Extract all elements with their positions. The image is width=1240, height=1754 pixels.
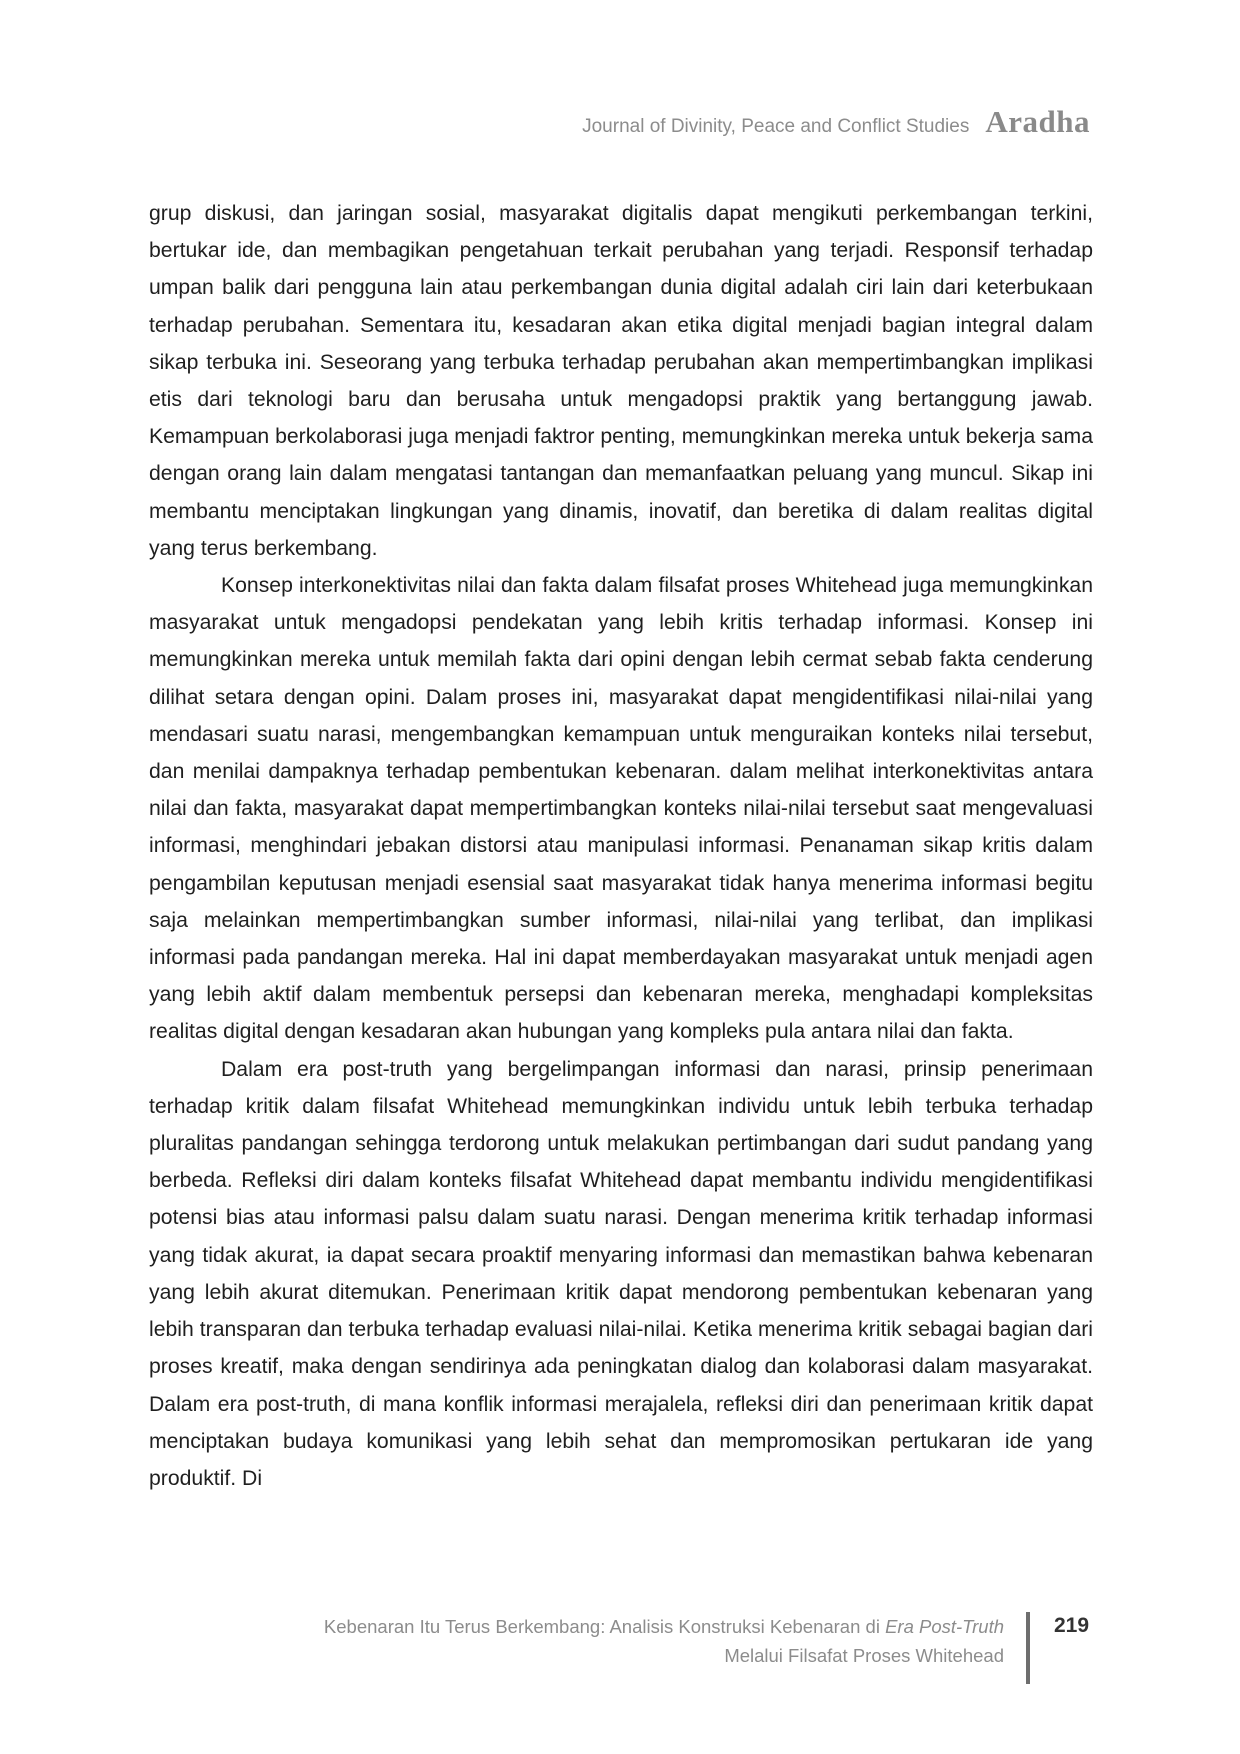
footer-title-prefix: Kebenaran Itu Terus Berkembang: Analisis Konstruksi Kebenaran di xyxy=(323,1616,886,1637)
paragraph: Konsep interkonektivitas nilai dan fakta dalam filsafat proses Whitehead juga memungkinkan masyarakat untuk mengadopsi pendekatan yang lebih kritis terhadap informasi. Konsep ini memungkinkan mereka untuk memilah fakta dari opini dengan lebih cermat sebab fakta cenderung dilihat setara dengan opini. Dalam proses ini, masyarakat dapat mengidentifikasi nilai-nilai yang mendasari suatu narasi, mengembangkan kemampuan untuk menguraikan konteks nilai tersebut, dan menilai dampaknya terhadap pembentukan kebenaran. dalam melihat interkonektivitas antara nilai dan fakta, masyarakat dapat mempertimbangkan konteks nilai-nilai tersebut saat mengevaluasi informasi, menghindari jebakan distorsi atau manipulasi informasi. Penanaman sikap kritis dalam pengambilan keputusan menjadi esensial saat masyarakat tidak hanya menerima informasi begitu saja melainkan mempertimbangkan sumber informasi, nilai-nilai yang terlibat, dan implikasi informasi pada pandangan mereka. Hal ini dapat memberdayakan masyarakat untuk menjadi agen yang lebih aktif dalam membentuk persepsi dan kebenaran mereka, menghadapi kompleksitas realitas digital dengan kesadaran akan hubungan yang kompleks pula antara nilai dan fakta. xyxy=(149,574,1093,1044)
paragraph: grup diskusi, dan jaringan sosial, masyarakat digitalis dapat mengikuti perkembangan terkini, bertukar ide, dan membagikan pengetahuan terkait perubahan yang terjadi. Responsif terhadap umpan balik dari pengguna lain atau perkembangan dunia digital adalah ciri lain dari keterbukaan terhadap perubahan. Sementara itu, kesadaran akan etika digital menjadi bagian integral dalam sikap terbuka ini. Seseorang yang terbuka terhadap perubahan akan mempertimbangkan implikasi etis dari teknologi baru dan berusaha untuk mengadopsi praktik yang bertanggung jawab. Kemampuan berkolaborasi juga menjadi faktror penting, memungkinkan mereka untuk bekerja sama dengan orang lain dalam mengatasi tantangan dan memanfaatkan peluang yang muncul. Sikap ini membantu menciptakan lingkungan yang dinamis, inovatif, dan beretika di dalam realitas digital yang terus berkembang. xyxy=(149,202,1093,560)
running-header xyxy=(582,104,1090,140)
footer-title-line-2: Melalui Filsafat Proses Whitehead xyxy=(724,1645,1004,1666)
article-body xyxy=(149,195,1093,1497)
page-number: 219 xyxy=(1054,1614,1090,1637)
paragraph: Dalam era post-truth yang bergelimpangan informasi dan narasi, prinsip penerimaan terhadap kritik dalam filsafat Whitehead memungkinkan individu untuk lebih terbuka terhadap pluralitas pandangan sehingga terdorong untuk melakukan pertimbangan dari sudut pandang yang berbeda. Refleksi diri dalam konteks filsafat Whitehead dapat membantu individu mengidentifikasi potensi bias atau informasi palsu dalam suatu narasi. Dengan menerima kritik terhadap informasi yang tidak akurat, ia dapat secara proaktif menyaring informasi dan memastikan bahwa kebenaran yang lebih akurat ditemukan. Penerimaan kritik dapat mendorong pembentukan kebenaran yang lebih transparan dan terbuka terhadap evaluasi nilai-nilai. Ketika menerima kritik sebagai bagian dari proses kreatif, maka dengan sendirinya ada peningkatan dialog dan kolaborasi dalam masyarakat. Dalam era post-truth, di mana konflik informasi merajalela, refleksi diri dan penerimaan kritik dapat menciptakan budaya komunikasi yang lebih sehat dan mempromosikan pertukaran ide yang produktif. Di xyxy=(149,1057,1093,1490)
footer-divider xyxy=(1026,1612,1030,1684)
journal-name: Journal of Divinity, Peace and Conflict Studies xyxy=(582,116,970,137)
article-title-footer xyxy=(324,1612,1004,1670)
journal-logo: Aradha xyxy=(985,104,1090,139)
footer-title-italic: Era Post-Truth xyxy=(885,1616,1004,1637)
running-footer xyxy=(0,1612,1240,1684)
footer-title-line-1 xyxy=(324,1612,1004,1641)
